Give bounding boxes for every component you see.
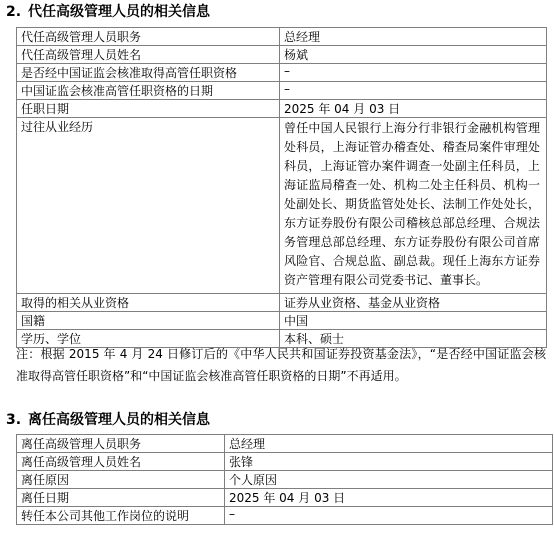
row-value: 杨斌 xyxy=(280,46,547,64)
row-value: 总经理 xyxy=(225,435,553,453)
section-3-title: 离任高级管理人员的相关信息 xyxy=(28,412,210,428)
table-row xyxy=(17,453,553,471)
table-row xyxy=(17,294,547,312)
section-2-title: 代任高级管理人员的相关信息 xyxy=(28,4,210,20)
section-2-number: 2. xyxy=(6,4,22,20)
row-label: 离任日期 xyxy=(17,489,225,507)
row-value: 本科、硕士 xyxy=(280,330,547,348)
table-row xyxy=(17,471,553,489)
section-3-number: 3. xyxy=(6,412,22,428)
section-3-heading xyxy=(6,411,210,429)
row-value: 2025 年 04 月 03 日 xyxy=(225,489,553,507)
row-value: 个人原因 xyxy=(225,471,553,489)
row-label: 代任高级管理人员职务 xyxy=(17,28,280,46)
row-label: 学历、学位 xyxy=(17,330,280,348)
row-label: 取得的相关从业资格 xyxy=(17,294,280,312)
footnote: 注：根据 2015 年 4 月 24 日修订后的《中华人民共和国证券投资基金法》，“是否经中国证监会核准取得高管任职资格”和“中国证监会核准高管任职资格的日期”不再适用。 xyxy=(16,347,546,383)
table-row xyxy=(17,489,553,507)
row-label: 任职日期 xyxy=(17,100,280,118)
departing-executive-table xyxy=(16,434,553,525)
row-label: 离任高级管理人员职务 xyxy=(17,435,225,453)
row-value: 证券从业资格、基金从业资格 xyxy=(280,294,547,312)
row-value: 2025 年 04 月 03 日 xyxy=(280,100,547,118)
row-label: 离任原因 xyxy=(17,471,225,489)
row-value: 总经理 xyxy=(280,28,547,46)
table-row xyxy=(17,46,547,64)
table-row xyxy=(17,82,547,100)
table-row xyxy=(17,64,547,82)
row-value: – xyxy=(280,64,547,82)
table-row xyxy=(17,312,547,330)
row-label: 过往从业经历 xyxy=(17,118,280,294)
row-label: 离任高级管理人员姓名 xyxy=(17,453,225,471)
row-value: – xyxy=(225,507,553,525)
row-value: – xyxy=(280,82,547,100)
row-label: 国籍 xyxy=(17,312,280,330)
table-row xyxy=(17,28,547,46)
acting-executive-table xyxy=(16,27,547,348)
row-value: 张锋 xyxy=(225,453,553,471)
table-row xyxy=(17,435,553,453)
row-value-career-history: 曾任中国人民银行上海分行非银行金融机构管理处科员，上海证管办稽查处、稽查局案件审理处科员，上海证管办案件调查一处副主任科员，上海证监局稽查一处、机构二处主任科员、机构一处副处长、期货监管处处长、法制工作处处长，东方证券股份有限公司稽核总部总经理、合规法务管理总部总经理、东方证券股份有限公司首席风险官、合规总监、副总裁。现任上海东方证券资产管理有限公司党委书记、董事长。 xyxy=(280,118,547,294)
section-2-heading xyxy=(6,3,210,21)
row-value: 中国 xyxy=(280,312,547,330)
row-label: 转任本公司其他工作岗位的说明 xyxy=(17,507,225,525)
table-row xyxy=(17,507,553,525)
row-label: 代任高级管理人员姓名 xyxy=(17,46,280,64)
table-row xyxy=(17,100,547,118)
row-label: 中国证监会核准高管任职资格的日期 xyxy=(17,82,280,100)
row-label: 是否经中国证监会核准取得高管任职资格 xyxy=(17,64,280,82)
table-row xyxy=(17,118,547,294)
